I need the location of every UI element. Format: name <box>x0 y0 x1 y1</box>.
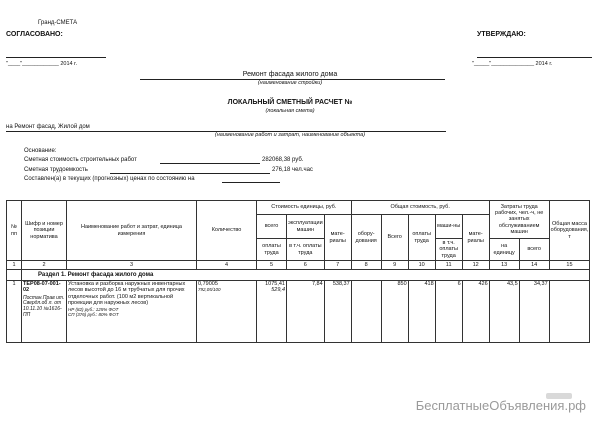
colnum: 1 <box>7 261 22 270</box>
section-title: Раздел 1. Ремонт фасада жилого дома <box>22 270 590 281</box>
unit-all-header: всего <box>257 215 287 239</box>
labor-header: Затраты труда рабочих, чел.-ч, не занятых обслуживанием машин <box>489 201 549 239</box>
estimate-table <box>6 200 590 343</box>
colnum: 2 <box>22 261 67 270</box>
colnum: 4 <box>197 261 257 270</box>
document-title: ЛОКАЛЬНЫЙ СМЕТНЫЙ РАСЧЕТ № <box>227 99 353 106</box>
approved-label: УТВЕРЖДАЮ: <box>477 31 526 38</box>
basis-label: Основание: <box>24 148 57 154</box>
row-code: ТЕР08-07-001-02 <box>23 281 61 294</box>
prices-date-line <box>222 182 280 183</box>
total-materials-header: мате-риалы <box>462 215 489 261</box>
row-profit-note: СП (376) руб.: 80% ФОТ <box>68 312 119 318</box>
program-name: Гранд-СМЕТА <box>38 20 78 26</box>
total-cost-header: Общая стоимость, руб. <box>351 201 489 215</box>
row-total: 850 <box>381 281 408 343</box>
row-overhead-note: НР (82) руб.: 125% ФОТ <box>68 307 119 313</box>
approved-date: "_____"______________ 2014 г. <box>472 61 553 67</box>
row-materials2: 426 <box>462 281 489 343</box>
document-subtitle: (локальная смета) <box>265 108 315 114</box>
unit-wages-header: оплаты труда <box>257 239 287 261</box>
row-num: 1 <box>7 281 22 343</box>
approved-signature-line <box>477 57 592 58</box>
row-unit-wages: 529,4 <box>271 287 285 294</box>
col-num-header: № пп <box>7 201 22 261</box>
total-machines-header: маши-ны <box>435 215 462 239</box>
total-equip-header: обору-дования <box>351 215 381 261</box>
total-wages-header: оплаты труда <box>408 215 435 261</box>
unit-exploit-header: эксплуатации машин <box>287 215 325 239</box>
agreed-signature-line <box>6 57 106 58</box>
row-unit-all: 1075,41 <box>265 281 285 287</box>
row-code-note: Постан.Прав ит. Свердл.об л. от 10.11.10 №1616-ПП <box>23 294 65 318</box>
colnum: 7 <box>324 261 351 270</box>
total-machines-wages-header: в т.ч. оплаты труда <box>435 239 462 261</box>
row-labor-per-unit: 43,5 <box>489 281 519 343</box>
row-name: Установка и разборка наружных инвентарных лесов высотой до 16 м трубчатых для прочих отделочных работ. (100 м2 вертикальной проекции для наружных лесов) <box>68 281 186 306</box>
colnum: 10 <box>408 261 435 270</box>
cost-label: Сметная стоимость строительных работ <box>24 157 137 163</box>
col-qty-header: Количество <box>197 201 257 261</box>
labor-per-unit-header: на единицу <box>489 239 519 261</box>
row-labor-all: 34,37 <box>519 281 549 343</box>
colnum: 6 <box>287 261 325 270</box>
col-name-header: Наименование работ и затрат, единица измерения <box>67 201 197 261</box>
labor-all-header: всего <box>519 239 549 261</box>
unit-materials-header: мате-риалы <box>324 215 351 261</box>
watermark: БесплатныеОбъявления.рф <box>415 398 586 413</box>
colnum: 9 <box>381 261 408 270</box>
construction-name: Ремонт фасада жилого дома <box>242 71 338 78</box>
unit-cost-header: Стоимость единицы, руб. <box>257 201 352 215</box>
agreed-date: "____"____________ 2014 г. <box>6 61 78 67</box>
labor-value: 276,18 чел.час <box>272 167 313 173</box>
mass-header: Общая масса оборудования, т <box>549 201 590 261</box>
row-unit-materials: 538,37 <box>324 281 351 343</box>
colnum: 13 <box>489 261 519 270</box>
colnum: 14 <box>519 261 549 270</box>
colnum: 15 <box>549 261 590 270</box>
cost-line <box>160 163 260 164</box>
row-equip <box>351 281 381 343</box>
row-mass <box>549 281 590 343</box>
construction-caption: (наименование стройки) <box>257 80 323 86</box>
prices-label: Составлен(а) в текущих (прогнозных) ценах по состоянию на <box>24 176 195 182</box>
cost-value: 282068,38 руб. <box>262 157 304 163</box>
colnum: 5 <box>257 261 287 270</box>
row-machines: 6 <box>435 281 462 343</box>
row-wages: 418 <box>408 281 435 343</box>
colnum: 8 <box>351 261 381 270</box>
colnum: 12 <box>462 261 489 270</box>
table-row <box>7 281 590 343</box>
labor-label: Сметная трудоемкость <box>24 167 88 173</box>
colnum: 11 <box>435 261 462 270</box>
row-unit-exploit: 7,84 <box>287 281 325 343</box>
row-qty: 0,79005 <box>198 281 218 287</box>
colnum: 3 <box>67 261 197 270</box>
unit-exploit-wages-header: в т.ч. оплаты труда <box>287 239 325 261</box>
object-caption: (наименование работ и затрат, наименование объекта) <box>214 132 366 138</box>
agreed-label: СОГЛАСОВАНО: <box>6 31 63 38</box>
column-numbers-row <box>7 261 590 270</box>
total-all-header: Всего <box>381 215 408 261</box>
col-code-header: Шифр и номер позиции норматива <box>22 201 67 261</box>
labor-line <box>110 173 270 174</box>
object-name: на Ремонт фасад, Жилой дом <box>6 124 90 130</box>
section-empty-cell <box>7 270 22 281</box>
row-qty-note: 792,05/100 <box>198 287 221 293</box>
